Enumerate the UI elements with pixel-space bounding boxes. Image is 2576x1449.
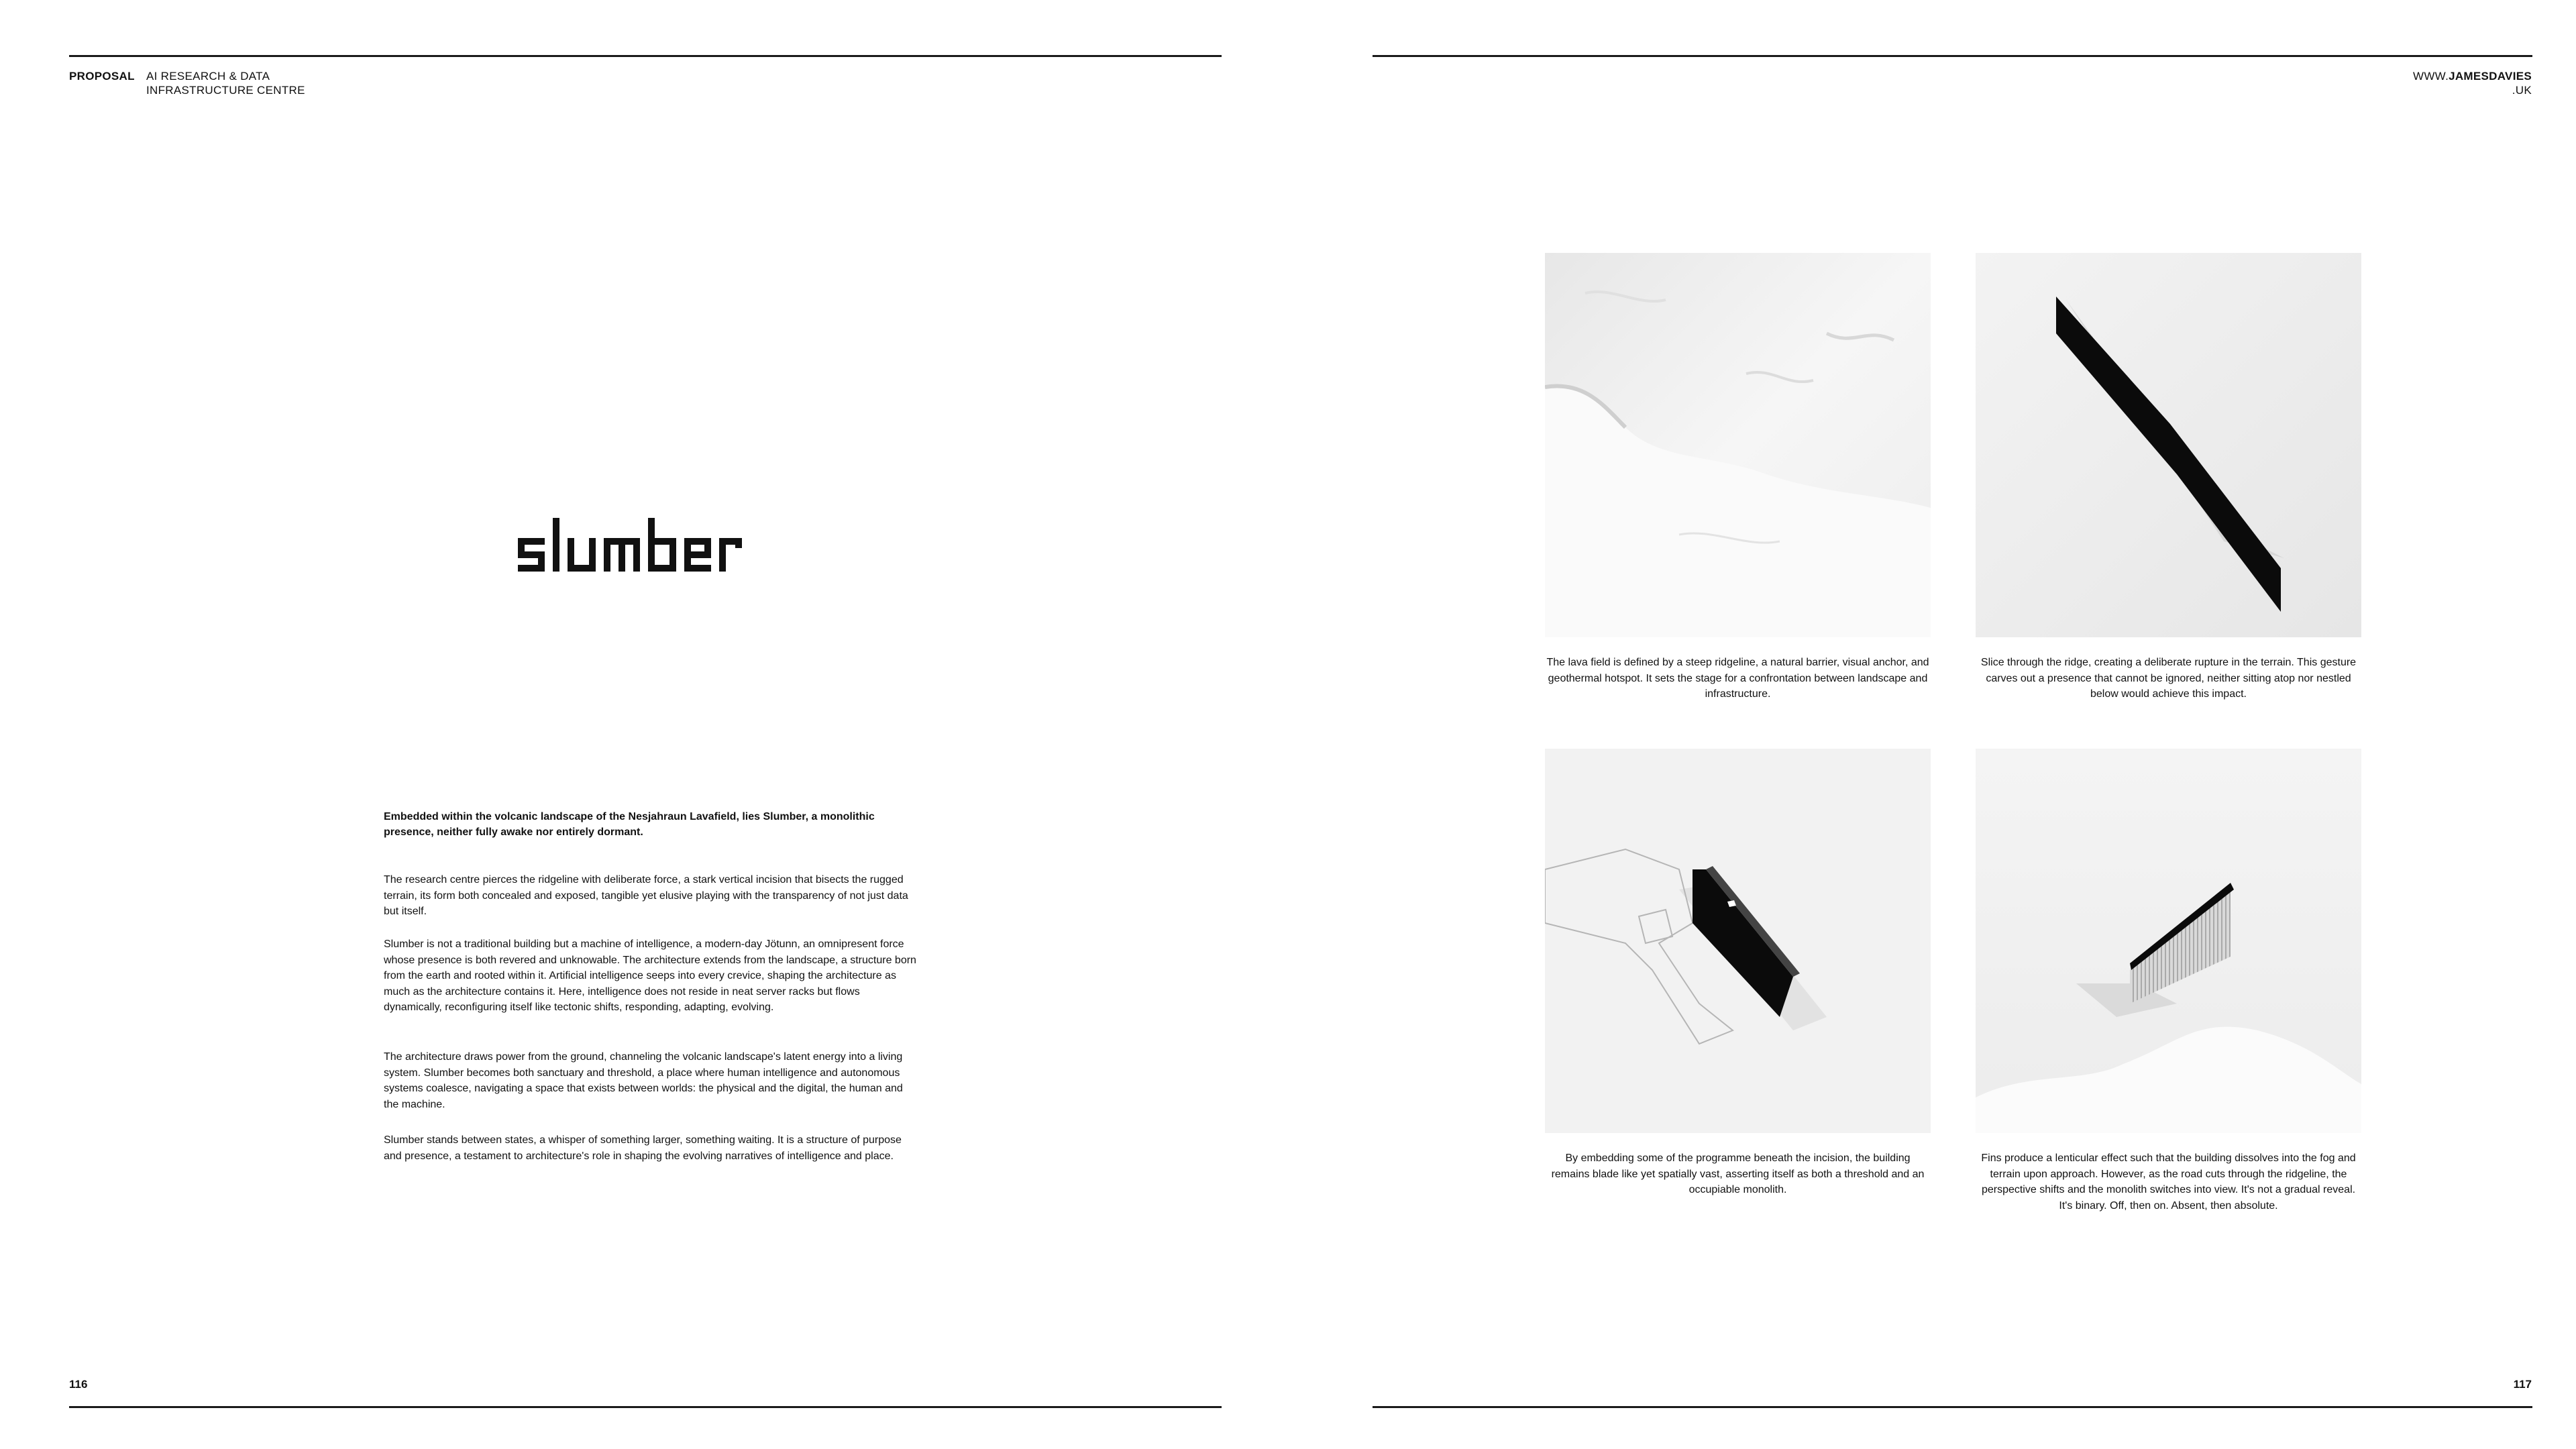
body-paragraph-2: Slumber is not a traditional building but a machine of intelligence, a modern-day Jötunn, an omnipresent force whose presence is both revered and unknowable. The architecture extends from the landscape, a structure born from the earth and rooted within it. Artificial intelligence seeps into every crevice, shaping the architecture as much as the architecture contains it. Here, intelligence does not reside in neat server racks but flows dynamically, reconfiguring itself like tectonic shifts, responding, adapting, evolving. [384, 938, 916, 1013]
slumber-wordmark [517, 518, 798, 585]
body-paragraph-3: The architecture draws power from the ground, channeling the volcanic landscape's latent energy into a living system. Slumber becomes both sanctuary and threshold, a place where human intelligence and autonomous systems coalesce, navigating a space that exists between worlds: the physical and the digital, the human and the machine. [384, 1051, 903, 1110]
body-paragraph-4: Slumber stands between states, a whisper of something larger, something waiting. It is a structure of purpose and presence, a testament to architecture's role in shaping the evolving narratives of intelligence and place. [384, 1134, 902, 1162]
body-paragraph-1: The research centre pierces the ridgeline with deliberate force, a stark vertical incision that bisects the rugged terrain, its form both concealed and exposed, tangible yet elusive playing with the transparency of not just data but itself. [384, 874, 908, 917]
site-url [2413, 69, 2532, 97]
site-url-line1 [2413, 69, 2532, 83]
fins-lenticular-image [1976, 749, 2361, 1133]
caption-ridge-slice: Slice through the ridge, creating a deliberate rupture in the terrain. This gesture carves out a presence that cannot be ignored, neither sitting atop nor nestled below would achieve this impact. [1980, 657, 2357, 700]
terrain-image [1545, 253, 1931, 637]
header-title-line1: AI RESEARCH & DATA [146, 70, 270, 83]
top-rule-right [1373, 55, 2532, 57]
site-tld: .UK [2512, 84, 2532, 97]
embedded-programme-image [1545, 749, 1931, 1133]
top-rule-left [69, 55, 1222, 57]
lead-paragraph: Embedded within the volcanic landscape of the Nesjahraun Lavafield, lies Slumber, a monolithic presence, neither fully awake nor entirely dormant. [384, 811, 875, 838]
caption-lava-field: The lava field is defined by a steep ridgeline, a natural barrier, visual anchor, and geothermal hotspot. It sets the stage for a confrontation between landscape and infrastructure. [1546, 657, 1929, 700]
header-label: PROPOSAL [69, 70, 135, 83]
header-title [146, 69, 305, 97]
site-prefix: WWW. [2412, 70, 2449, 83]
header-title-line2: INFRASTRUCTURE CENTRE [146, 84, 305, 97]
site-name: JAMESDAVIES [2449, 70, 2532, 83]
page-number-right: 117 [2513, 1378, 2532, 1391]
bottom-rule-right [1373, 1406, 2532, 1408]
bottom-rule-left [69, 1406, 1222, 1408]
page-number-left: 116 [69, 1378, 88, 1391]
caption-embedded-programme: By embedding some of the programme beneath the incision, the building remains blade like yet spatially vast, asserting itself as both a threshold and an occupiable monolith. [1551, 1152, 1925, 1195]
ridge-slice-image [1976, 253, 2361, 637]
caption-fins: Fins produce a lenticular effect such that the building dissolves into the fog and terrain upon approach. However, as the road cuts through the ridgeline, the perspective shifts and the monolith switches into view. It's not a gradual reveal. It's binary. Off, then on. Absent, then absolute. [1981, 1152, 2356, 1212]
